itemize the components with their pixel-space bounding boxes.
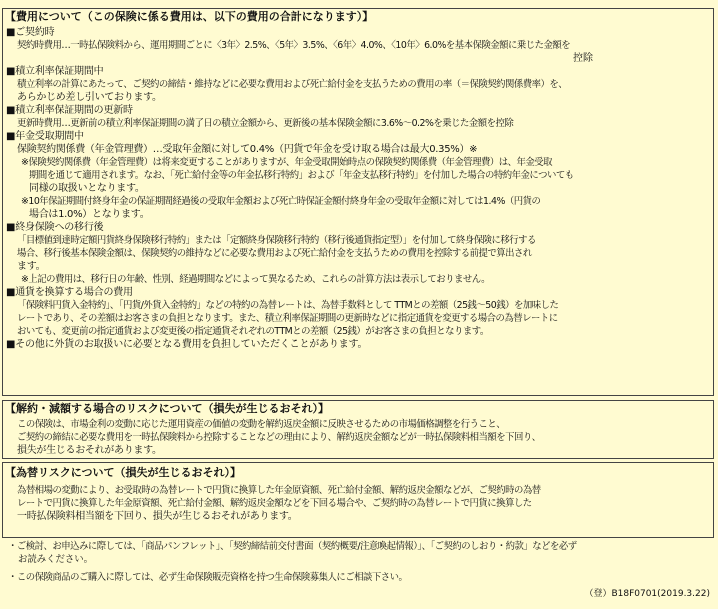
costs-section [2,8,714,396]
footer-notes [8,540,708,584]
annuity-line-1: 保険契約関係費（年金管理費）…受取年金額に対して0.4%（円貨で年金を受け取る場合は最大0.35%）※ [17,144,478,155]
fx-line-1: 為替相場の変動により、お受取時の為替レートで円貨に換算した年金原資額、死亡給付金額、解約返戻金額などが、ご契約時の為替 [17,485,541,496]
annuity-note-2: 期間を通じて適用されます。なお、「死亡給付金等の年金払移行特約」および「年金支払移行特約」を付加した場合の特約年金についても [29,170,574,181]
registration-code: （登）B18F0701(2019.3.22) [584,589,710,599]
guarantee-heading: ■積立利率保証期間中 [6,66,104,77]
annuity-note-1: ※保険契約関係費（年金管理費）は将来変更することがありますが、年金受取開始時点の保険契約関係費（年金管理費）は、年金受取 [21,157,552,168]
contract-line-1: 契約時費用…一時払保険料から、運用期間ごとに〈3年〉2.5%、〈5年〉3.5%、〈6年〉4.0%、〈10年〉6.0%を基本保険金額に乗じた金額を [17,40,571,51]
annuity-note-3: 同様の取扱いとなります。 [29,183,145,194]
lifetime-line-2: 場合、移行後基本保険金額は、保険契約の維持などに必要な費用および死亡給付金を支払うための費用を控除する前提で算出され [17,248,532,259]
surrender-line-2: ご契約の締結に必要な費用を一時払保険料から控除することなどの理由により、解約返戻金額などが一時払保険料相当額を下回り、 [17,432,541,443]
guarantee-line-1: 積立利率の計算にあたって、ご契約の締結・維持などに必要な費用および死亡給付金を支払うための費用の率（＝保険契約関係費率）を、 [17,79,568,90]
surrender-title: 【解約・減額する場合のリスクについて（損失が生じるおそれ）】 [5,402,330,415]
other-line: ■その他に外貨のお取扱いに必要となる費用を負担していただくことがあります。 [6,339,368,350]
contract-heading: ■ご契約時 [6,27,55,38]
lifetime-line-1: 「目標値到達時定額円貨終身保険移行特約」または「定額終身保険移行特約（移行後通貨指定型）」を付加して終身保険に移行する [17,235,536,246]
fx-title: 【為替リスクについて（損失が生じるおそれ）】 [5,466,242,479]
lifetime-line-3: ます。 [17,261,46,272]
exchange-line-2: レートであり、その差額はお客さまの負担となります。また、積立利率保証期間の更新時などに指定通貨を変更する場合の為替レートに [17,313,558,324]
annuity-note-4: ※10年保証期間付終身年金の保証期間経過後の受取年金額および死亡時保証金額付終身年金の受取年金額に対しては1.4%（円貨の [21,196,541,207]
fx-line-2: レートで円貨に換算した年金原資額、死亡給付金額、解約返戻金額などを下回る場合や、ご契約時の為替レートで円貨に換算した [17,498,532,509]
exchange-line-1: 「保険料円貨入金特約」、「円貨/外貨入金特約」などの特約の為替レートは、為替手数料として TTMとの差額（25銭〜50銭）を加味した [17,300,559,311]
footer-note-1: ・ご検討、お申込みに際しては、「商品パンフレット」、「契約締結前交付書面（契約概要/注意喚起情報）」、「ご契約のしおり・約款」などを必ず [8,541,577,552]
lifetime-note: ※上記の費用は、移行日の年齢、性別、経過期間などによって異なるため、これらの計算方法は表示しておりません。 [21,274,491,285]
footer-note-1-cont: お読みください。 [18,554,94,565]
guarantee-line-2: あらかじめ差し引いております。 [17,92,162,103]
surrender-line-1: この保険は、市場金利の変動に応じた運用資産の価値の変動を解約返戻金額に反映させるための市場価格調整を行うこと、 [17,419,506,430]
contract-line-2: 控除 [573,53,593,64]
renewal-heading: ■積立利率保証期間の更新時 [6,105,133,116]
annuity-note-5: 場合は1.0%）となります。 [29,209,150,220]
fx-line-3: 一時払保険料相当額を下回り、損失が生じるおそれがあります。 [17,511,298,522]
footer-note-2: ・この保険商品のご購入に際しては、必ず生命保険販売資格を持つ生命保険募集人にご相談下さい。 [8,572,408,583]
annuity-heading: ■年金受取期間中 [6,131,84,142]
lifetime-heading: ■終身保険への移行後 [6,222,104,233]
surrender-risk-section [2,400,714,459]
fx-risk-section [2,462,714,538]
exchange-heading: ■通貨を換算する場合の費用 [6,287,133,298]
surrender-line-3: 損失が生じるおそれがあります。 [17,445,162,456]
costs-title: 【費用について（この保険に係る費用は、以下の費用の合計になります）】 [5,10,374,23]
renewal-line: 更新時費用…更新前の積立利率保証期間の満了日の積立金額から、更新後の基本保険金額に3.6%〜0.2%を乗じた金額を控除 [17,118,514,129]
exchange-line-3: おいても、変更前の指定通貨および変更後の指定通貨それぞれのTTMとの差額（25銭）がお客さまの負担となります。 [17,326,489,337]
